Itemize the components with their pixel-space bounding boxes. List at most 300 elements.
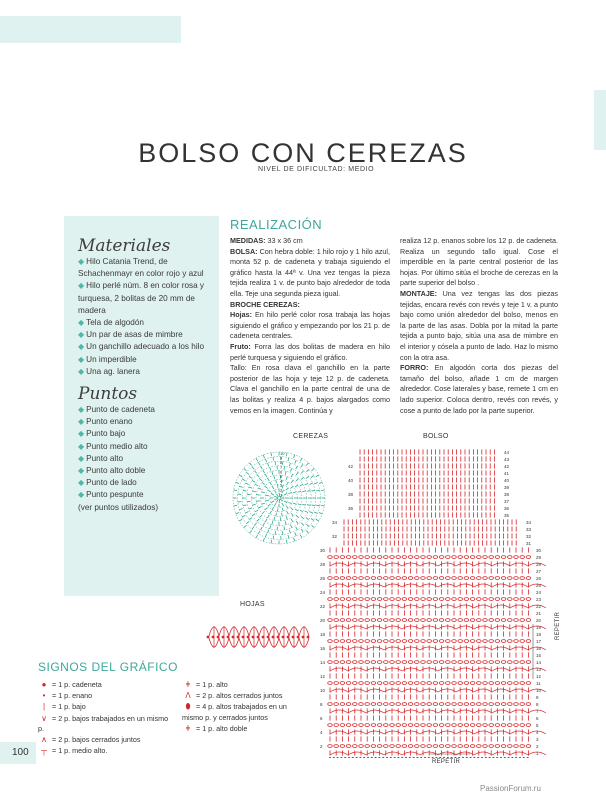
material-item-text: Una ag. lanera	[86, 366, 140, 376]
bag-row-number: 15	[536, 653, 542, 658]
bag-cluster	[495, 745, 500, 748]
legend-item	[38, 691, 174, 701]
bag-cluster	[396, 619, 401, 622]
bag-row-number: 8	[536, 702, 539, 707]
bag-cluster	[508, 682, 513, 685]
bag-cluster	[328, 640, 333, 643]
bag-cluster	[477, 556, 482, 559]
bag-cluster	[408, 577, 413, 580]
cherry-stitch	[263, 538, 264, 541]
bag-arc	[366, 647, 384, 650]
bag-cluster	[483, 703, 488, 706]
bullet-icon: ◆	[78, 366, 85, 376]
bag-chain	[382, 757, 384, 758]
materials-panel	[78, 236, 210, 514]
bag-chain	[401, 757, 403, 758]
leaves-stitches	[207, 626, 310, 648]
bag-arc	[366, 668, 384, 671]
bag-arc	[330, 731, 348, 734]
bag-chain	[496, 757, 498, 758]
bag-cluster	[328, 745, 333, 748]
cherry-stitch	[275, 496, 278, 497]
bag-cluster	[433, 598, 438, 601]
material-item-text: Un ganchillo adecuado a los hilo	[86, 342, 205, 352]
bag-cluster	[483, 724, 488, 727]
bag-row-number: 37	[504, 499, 510, 504]
cherry-stitch	[296, 527, 298, 530]
cherry-stitch	[306, 524, 309, 526]
cherry-ring-number: 7	[280, 464, 283, 470]
cherry-stitch	[301, 477, 304, 479]
bag-chain	[344, 757, 346, 758]
leaf-chain	[257, 636, 260, 639]
bag-cluster	[477, 577, 482, 580]
bag-chain	[470, 757, 472, 758]
cherry-stitch	[258, 506, 261, 508]
bag-arc	[492, 752, 510, 755]
bag-arc	[456, 563, 474, 566]
bag-cluster	[520, 640, 525, 643]
bag-cluster	[433, 703, 438, 706]
cherry-stitch	[307, 505, 310, 506]
bag-arc	[330, 752, 348, 755]
stitch-item-text: Punto pespunte	[86, 490, 144, 500]
bag-cluster	[421, 598, 426, 601]
cherry-stitch	[301, 529, 303, 532]
bag-chain	[394, 757, 396, 758]
bag-arc	[510, 605, 528, 608]
cherry-stitch	[239, 509, 242, 510]
bag-cluster	[371, 577, 376, 580]
cherry-stitch	[261, 466, 263, 469]
bag-cluster	[334, 745, 339, 748]
bag-cluster	[433, 619, 438, 622]
bag-cluster	[365, 619, 370, 622]
bag-chain	[348, 757, 350, 758]
bag-cluster	[458, 577, 463, 580]
bag-cluster	[483, 619, 488, 622]
cherry-stitch	[296, 521, 298, 524]
bag-chain	[337, 757, 339, 758]
bag-arc	[438, 584, 456, 587]
bag-cluster	[526, 577, 531, 580]
bag-cluster	[353, 619, 358, 622]
cherry-ring-number: 10	[280, 451, 285, 456]
bag-cluster	[328, 703, 333, 706]
bag-cluster	[340, 703, 345, 706]
cherry-stitch	[290, 468, 291, 471]
leaf-chain	[207, 636, 210, 639]
bag-arc	[456, 584, 474, 587]
cherry-stitch	[296, 478, 298, 480]
bag-cluster	[396, 703, 401, 706]
bag-row-number-left: 4	[320, 730, 323, 735]
bag-arc	[330, 668, 348, 671]
legend-item	[182, 691, 310, 701]
bag-cluster	[526, 598, 531, 601]
bag-row-number-left: 38	[348, 492, 354, 497]
bag-cluster	[365, 640, 370, 643]
bag-cluster	[334, 724, 339, 727]
material-item	[78, 354, 210, 366]
bag-cluster	[470, 556, 475, 559]
cherry-stitch	[239, 519, 242, 521]
bag-row-number: 11	[536, 681, 541, 686]
bag-cluster	[464, 745, 469, 748]
cherry-stitch	[274, 503, 276, 506]
bag-cluster	[495, 619, 500, 622]
cherry-stitch	[312, 525, 315, 527]
bag-arc	[384, 563, 402, 566]
cherry-stitch	[296, 466, 298, 469]
bag-row-number-left: 20	[320, 618, 326, 623]
cherry-stitch	[258, 531, 260, 534]
instruction-paragraph	[230, 236, 390, 247]
bag-cluster	[489, 577, 494, 580]
bag-cluster	[421, 640, 426, 643]
bag-arc	[348, 584, 366, 587]
bag-arc	[492, 710, 510, 713]
dc2tog-icon: Λ	[185, 691, 191, 701]
bag-cluster	[427, 577, 432, 580]
cherry-stitch	[249, 463, 251, 466]
bag-arc	[474, 689, 492, 692]
bag-cluster	[439, 745, 444, 748]
bag-cluster	[489, 598, 494, 601]
bag-cluster	[477, 724, 482, 727]
legend-text: = 1 p. bajo	[50, 702, 86, 712]
bag-cluster	[359, 577, 364, 580]
bag-row-number: 42	[504, 464, 510, 469]
cherry-stitch	[276, 480, 277, 483]
cherry-stitch	[271, 501, 274, 503]
bag-cluster	[371, 724, 376, 727]
bag-arc	[510, 731, 528, 734]
bag-cluster	[384, 682, 389, 685]
bag-arc	[438, 605, 456, 608]
bag-chain	[386, 757, 388, 758]
bag-row-number-left: 18	[320, 632, 326, 637]
cherry-stitch	[311, 518, 314, 520]
bag-cluster	[421, 619, 426, 622]
cherry-stitch	[263, 470, 265, 473]
bag-cluster	[446, 598, 451, 601]
bag-cluster	[489, 619, 494, 622]
bag-cluster	[334, 619, 339, 622]
leaf-chain	[227, 636, 230, 639]
bag-cluster	[514, 577, 519, 580]
cherry-stitch	[271, 493, 274, 495]
bag-cluster	[371, 598, 376, 601]
bag-chain	[462, 757, 464, 758]
bag-arc	[510, 668, 528, 671]
cherry-stitch	[284, 493, 287, 495]
stitch-item-text: Punto alto	[86, 453, 124, 463]
bag-cluster	[408, 640, 413, 643]
bag-cluster	[470, 703, 475, 706]
bag-arc	[510, 647, 528, 650]
bag-cluster	[452, 682, 457, 685]
stitch-item	[78, 502, 210, 514]
bag-cluster	[359, 745, 364, 748]
bag-cluster	[439, 577, 444, 580]
bag-cluster	[458, 640, 463, 643]
bag-cluster	[495, 724, 500, 727]
bag-row-number: 6	[536, 716, 539, 721]
bag-row-number: 19	[536, 625, 542, 630]
bag-cluster	[495, 661, 500, 664]
bag-cluster	[446, 619, 451, 622]
bag-cluster	[415, 577, 420, 580]
bag-row-number: 22	[536, 604, 542, 609]
bag-cluster	[477, 703, 482, 706]
bag-arc	[456, 626, 474, 629]
bag-cluster	[365, 745, 370, 748]
page-number: 100	[12, 747, 29, 758]
bag-arc	[330, 584, 348, 587]
bag-arc	[438, 710, 456, 713]
instructions-column-2	[400, 236, 558, 416]
cherry-stitch	[300, 458, 302, 461]
bag-cluster	[415, 703, 420, 706]
bag-cluster	[421, 577, 426, 580]
cherry-stitch	[288, 458, 289, 461]
bag-cluster	[402, 724, 407, 727]
bag-arc	[384, 626, 402, 629]
bag-cluster	[346, 745, 351, 748]
instruction-paragraph	[230, 300, 390, 311]
bag-cluster	[433, 682, 438, 685]
instruction-text: Forra las dos bolitas de madera en hilo perlé turquesa y siguiendo el gráfico.	[230, 341, 390, 362]
bag-cluster	[390, 556, 395, 559]
bag-cluster	[353, 598, 358, 601]
legend-text: = 2 p. altos cerrados juntos	[194, 691, 283, 701]
bag-cluster	[501, 703, 506, 706]
bag-chain	[409, 757, 411, 758]
watermark: PassionForum.ru	[480, 784, 541, 793]
bag-cluster	[346, 619, 351, 622]
cherry-stitch	[255, 510, 258, 512]
bag-cluster	[334, 598, 339, 601]
cherry-stitch	[270, 511, 272, 514]
bag-arc	[348, 605, 366, 608]
cherry-stitch	[270, 482, 272, 485]
bag-arc	[510, 563, 528, 566]
bag-row-number: 21	[536, 611, 542, 616]
bag-cluster	[346, 640, 351, 643]
two-sc-in-one-icon: ∨	[41, 713, 47, 723]
bag-arc	[366, 731, 384, 734]
bag-cluster	[514, 619, 519, 622]
bag-cluster	[415, 640, 420, 643]
cherry-ring-number: 1	[280, 492, 283, 498]
bag-arc	[456, 668, 474, 671]
instruction-text: Tallo: En rosa clava el ganchillo en la parte posterior de las hoja y teje 12 p. de cadeneta. Clava el ganchillo en la parte central de una de las bolitas y realiza 4 p. bajos alargados como vemos en la imagen. Continúa y	[230, 363, 390, 415]
bag-cluster	[371, 703, 376, 706]
bag-cluster	[470, 640, 475, 643]
bag-cluster	[334, 682, 339, 685]
bag-cluster	[439, 598, 444, 601]
bag-cluster	[489, 703, 494, 706]
bag-cluster	[384, 598, 389, 601]
cherry-stitch	[239, 486, 242, 487]
bag-row-number: 38	[504, 492, 510, 497]
bag-cluster	[439, 619, 444, 622]
bag-cluster	[464, 703, 469, 706]
bag-cluster	[477, 745, 482, 748]
cherry-stitch	[249, 531, 251, 534]
bag-cluster	[427, 619, 432, 622]
bag-arc	[510, 584, 528, 587]
bag-cluster	[508, 598, 513, 601]
bag-chain	[416, 757, 418, 758]
bullet-icon: ◆	[78, 441, 85, 451]
bag-cluster	[390, 640, 395, 643]
bag-cluster	[377, 619, 382, 622]
cherry-stitch	[282, 485, 283, 488]
bag-cluster	[520, 577, 525, 580]
bag-cluster	[415, 724, 420, 727]
cherry-stitch	[268, 504, 271, 506]
cherry-chart	[228, 447, 330, 549]
cherry-stitch	[301, 516, 304, 518]
bag-row-number: 20	[536, 618, 542, 623]
cherry-stitch	[265, 486, 268, 488]
page-title: BOLSO CON CEREZAS	[138, 138, 468, 168]
cherry-stitch	[286, 488, 288, 491]
bag-cluster	[377, 577, 382, 580]
bag-cluster	[495, 640, 500, 643]
cherry-stitch	[293, 492, 296, 493]
cherry-stitch	[266, 495, 269, 496]
bag-arc	[456, 689, 474, 692]
material-item-text: Tela de algodón	[86, 318, 144, 328]
cherry-stitch	[290, 508, 293, 510]
bag-arc	[474, 710, 492, 713]
legend-text: = 1 p. alto	[194, 680, 228, 689]
bag-cluster	[495, 598, 500, 601]
bag-cluster	[415, 745, 420, 748]
bag-row-number: 16	[536, 646, 542, 651]
bag-cluster	[427, 640, 432, 643]
bag-cluster	[464, 682, 469, 685]
bag-chain	[352, 757, 354, 758]
bag-cluster	[477, 682, 482, 685]
cherry-stitch	[268, 530, 269, 533]
instruction-paragraph	[400, 363, 558, 416]
cherry-stitch	[291, 513, 293, 516]
bag-arc	[492, 584, 510, 587]
cherry-stitch	[288, 535, 289, 538]
cherry-stitch	[245, 512, 248, 513]
bag-cluster	[439, 640, 444, 643]
two-sc-together-icon: ∧	[41, 735, 47, 745]
legend-heading: SIGNOS DEL GRÁFICO	[38, 660, 178, 674]
bag-row-number-left: 32	[332, 534, 338, 539]
bag-cluster	[501, 661, 506, 664]
bag-cluster	[328, 598, 333, 601]
bag-cluster	[458, 661, 463, 664]
bag-row-number: 10	[536, 688, 542, 693]
cherry-stitch	[305, 484, 308, 486]
bag-cluster	[334, 703, 339, 706]
bag-row-number: 35	[504, 513, 510, 518]
bag-chain	[363, 757, 365, 758]
cherry-stitch	[301, 464, 303, 467]
cherry-stitch	[256, 535, 258, 538]
cherry-ring-number: 2	[280, 487, 283, 493]
bag-chain	[439, 757, 441, 758]
bag-cluster	[396, 598, 401, 601]
hojas-label: HOJAS	[240, 601, 265, 608]
bag-cluster	[477, 598, 482, 601]
bag-cluster	[470, 619, 475, 622]
cherry-stitch	[314, 512, 317, 513]
cherry-stitch	[295, 460, 296, 463]
cherry-stitch	[243, 505, 246, 506]
bag-arc	[330, 626, 348, 629]
bag-arc	[384, 752, 402, 755]
bag-arc	[438, 752, 456, 755]
bag-cluster	[377, 682, 382, 685]
bag-cluster	[415, 598, 420, 601]
bag-cluster	[371, 619, 376, 622]
stitch-item-text: Punto de cadeneta	[86, 405, 155, 415]
bag-cluster	[359, 682, 364, 685]
bag-arc	[384, 689, 402, 692]
bag-row-number: 13	[536, 667, 542, 672]
bag-cluster	[483, 661, 488, 664]
bag-arc	[348, 647, 366, 650]
bag-row-number-left: 40	[348, 478, 354, 483]
bag-row-number: 12	[536, 674, 542, 679]
bag-arc	[348, 731, 366, 734]
bag-cluster	[446, 577, 451, 580]
bag-cluster	[508, 661, 513, 664]
cherry-ring	[265, 484, 293, 512]
bag-cluster	[396, 724, 401, 727]
cherry-stitch	[291, 519, 293, 522]
bag-cluster	[328, 682, 333, 685]
cherry-stitch	[249, 476, 252, 478]
cherry-stitch	[306, 469, 309, 471]
bag-cluster	[402, 703, 407, 706]
bag-arc	[366, 605, 384, 608]
cherry-ring-number: 4	[280, 478, 283, 484]
bag-cluster	[334, 556, 339, 559]
cherry-stitch	[306, 476, 309, 478]
cherry-stitch	[234, 490, 237, 491]
bag-chain	[420, 757, 422, 758]
bag-cluster	[353, 745, 358, 748]
bag-cluster	[334, 661, 339, 664]
bag-row-number: 40	[504, 478, 510, 483]
bag-cluster	[415, 556, 420, 559]
cherry-ring-number: 3	[280, 483, 283, 489]
bag-cluster	[508, 724, 513, 727]
legend-item	[38, 702, 174, 712]
bag-arc	[492, 626, 510, 629]
bag-chain	[508, 757, 510, 758]
bag-cluster	[340, 745, 345, 748]
realizacion-heading: REALIZACIÓN	[230, 217, 323, 232]
bag-cluster	[446, 703, 451, 706]
bag-cluster	[421, 682, 426, 685]
cherry-stitch	[244, 468, 247, 470]
materials-list	[78, 256, 210, 378]
cherry-stitch	[256, 501, 259, 502]
cherry-stitch	[258, 462, 260, 465]
